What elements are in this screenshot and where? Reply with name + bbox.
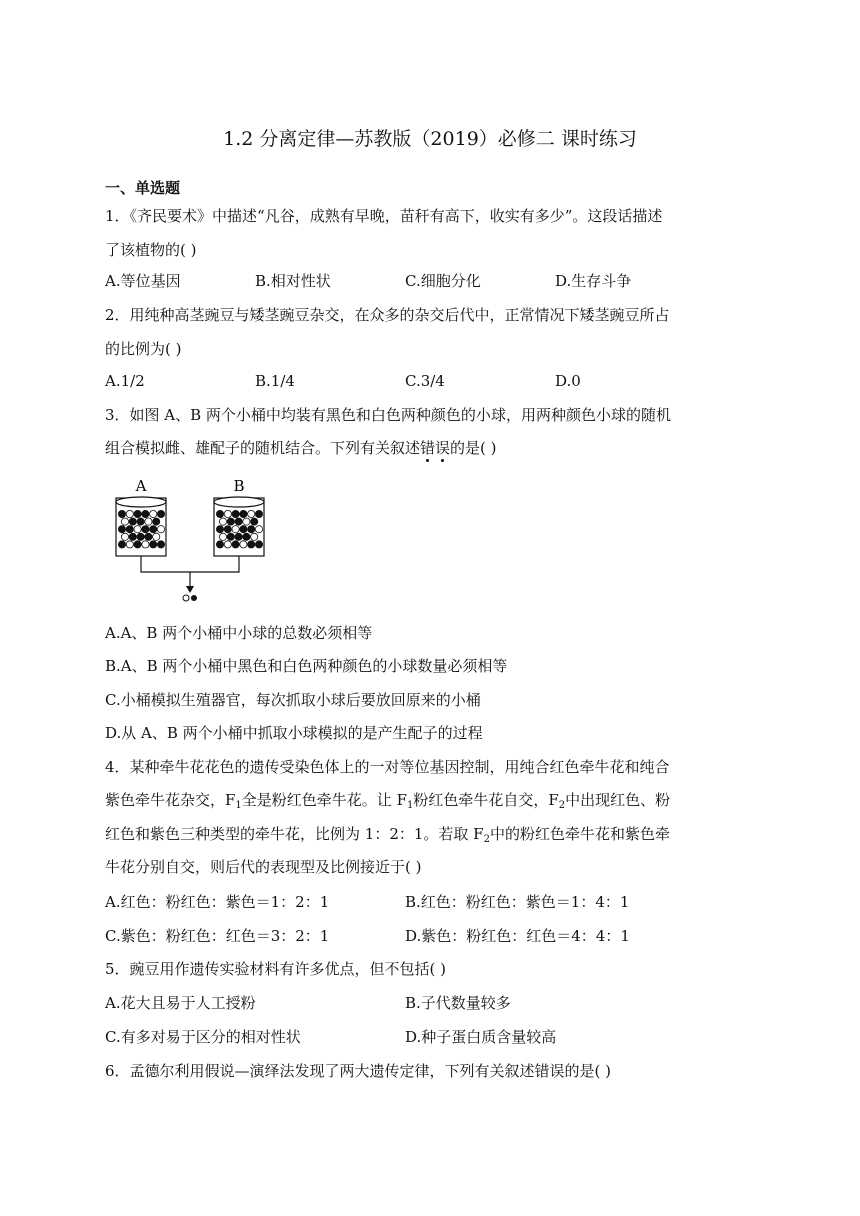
white-ball-icon (126, 541, 133, 548)
black-ball-icon (235, 533, 242, 540)
subscript: 2 (558, 800, 566, 811)
black-ball-icon (137, 533, 144, 540)
q1-option-b: B.相对性状 (255, 272, 331, 290)
black-ball-icon (255, 541, 262, 548)
q2-option-d: D.0 (555, 372, 581, 390)
white-ball-icon (251, 533, 258, 540)
question-3-text-cont (105, 438, 497, 458)
q4-option-c: C.紫色：粉红色：红色＝3：2：1 (105, 927, 330, 945)
black-ball-icon (248, 541, 255, 548)
q3-text-part: 组合模拟雌、雄配子的随机结合。下列有关叙述 (105, 439, 421, 457)
section-heading: 一、单选题 (105, 179, 181, 197)
black-ball-icon (216, 526, 223, 533)
white-ball-icon (153, 533, 160, 540)
q3-text-part: 的是( ) (450, 439, 497, 457)
black-ball-icon (240, 526, 247, 533)
white-ball-icon (219, 533, 226, 540)
q1-option-c: C.细胞分化 (405, 272, 481, 290)
q4-text-part: 粉红色牵牛花自交，F (413, 791, 559, 809)
question-4-text: 4．某种牵牛花花色的遗传受染色体上的一对等位基因控制，用纯合红色牵牛花和纯合 (105, 758, 670, 776)
q5-option-d: D.种子蛋白质含量较高 (405, 1028, 557, 1046)
q4-text-part: 红色和紫色三种类型的牵牛花，比例为 1：2：1。若取 F (105, 825, 484, 843)
black-ball-icon (224, 526, 231, 533)
bucket-figure (108, 474, 278, 606)
white-ball-icon (243, 518, 250, 525)
white-ball-icon (145, 518, 152, 525)
black-ball-icon (232, 510, 239, 517)
white-ball-icon (121, 533, 128, 540)
bucket-a-label: A (135, 477, 147, 495)
q5-option-c: C.有多对易于区分的相对性状 (105, 1028, 301, 1046)
q5-option-b: B.子代数量较多 (405, 994, 511, 1012)
white-ball-icon (126, 510, 133, 517)
bucket-b (214, 497, 264, 556)
page-title: 1.2 分离定律—苏教版（2019）必修二 课时练习 (223, 128, 637, 150)
black-ball-icon (134, 510, 141, 517)
question-3-text: 3．如图 A、B 两个小桶中均装有黑色和白色两种颜色的小球，用两种颜色小球的随机 (105, 406, 671, 424)
arrow-down-icon (186, 586, 194, 593)
white-ball-icon (240, 541, 247, 548)
white-ball-icon (224, 510, 231, 517)
white-ball-icon (232, 526, 239, 533)
white-ball-icon (183, 595, 189, 601)
black-ball-icon (129, 518, 136, 525)
black-ball-icon (129, 533, 136, 540)
q1-option-d: D.生存斗争 (555, 272, 632, 290)
white-ball-icon (157, 526, 164, 533)
black-ball-icon (243, 533, 250, 540)
black-ball-icon (145, 533, 152, 540)
q4-option-b: B.红色：粉红色：紫色＝1：4：1 (405, 893, 630, 911)
emphasis-char: 误 (435, 439, 451, 457)
question-1-text: 1．《齐民要术》中描述“凡谷，成熟有早晚，苗秆有高下，收实有多少”。这段话描述 (105, 207, 663, 225)
white-ball-icon (219, 518, 226, 525)
q3-option-b: B.A、B 两个小桶中黑色和白色两种颜色的小球数量必须相等 (105, 657, 508, 675)
black-ball-icon (153, 518, 160, 525)
black-ball-icon (255, 510, 262, 517)
bucket-a (116, 497, 166, 556)
black-ball-icon (150, 541, 157, 548)
connector-line (141, 556, 239, 572)
q4-option-a: A.红色：粉红色：紫色＝1：2：1 (105, 893, 330, 911)
question-1-text-cont: 了该植物的( ) (105, 241, 197, 259)
black-ball-icon (191, 595, 197, 601)
black-ball-icon (216, 541, 223, 548)
black-ball-icon (227, 533, 234, 540)
q2-option-b: B.1/4 (255, 372, 295, 390)
subscript: 1 (235, 800, 242, 811)
black-ball-icon (142, 510, 149, 517)
subscript: 1 (406, 800, 414, 811)
subscript: 2 (483, 834, 490, 845)
white-ball-icon (150, 510, 157, 517)
question-4-text-cont (105, 790, 670, 810)
q2-option-a: A.1/2 (105, 372, 145, 390)
q4-text-part: 中出现红色、粉 (565, 791, 671, 809)
black-ball-icon (157, 510, 164, 517)
black-ball-icon (118, 526, 125, 533)
black-ball-icon (235, 518, 242, 525)
q3-option-a: A.A、B 两个小桶中小球的总数必须相等 (105, 624, 373, 642)
black-ball-icon (232, 541, 239, 548)
emphasis-char: 错 (420, 439, 436, 457)
white-ball-icon (134, 526, 141, 533)
white-ball-icon (248, 510, 255, 517)
white-ball-icon (142, 541, 149, 548)
black-ball-icon (150, 526, 157, 533)
question-2-text: 2．用纯种高茎豌豆与矮茎豌豆杂交，在众多的杂交后代中，正常情况下矮茎豌豆所占 (105, 306, 670, 324)
black-ball-icon (216, 510, 223, 517)
question-5-text: 5．豌豆用作遗传实验材料有许多优点，但不包括( ) (105, 960, 447, 978)
black-ball-icon (142, 526, 149, 533)
black-ball-icon (157, 541, 164, 548)
question-4-text-cont3: 牛花分别自交，则后代的表现型及比例接近于( ) (105, 858, 422, 876)
white-ball-icon (255, 526, 262, 533)
black-ball-icon (248, 526, 255, 533)
q4-text-part: 全是粉红色牵牛花。让 F (241, 791, 407, 809)
q5-option-a: A.花大且易于人工授粉 (105, 994, 256, 1012)
question-2-text-cont: 的比例为( ) (105, 340, 182, 358)
black-ball-icon (240, 510, 247, 517)
question-4-text-cont2 (105, 824, 670, 844)
black-ball-icon (118, 541, 125, 548)
q2-option-c: C.3/4 (405, 372, 445, 390)
q1-option-a: A.等位基因 (105, 272, 181, 290)
q4-text-part: 紫色牵牛花杂交，F (105, 791, 236, 809)
black-ball-icon (137, 518, 144, 525)
q3-option-c: C.小桶模拟生殖器官，每次抓取小球后要放回原来的小桶 (105, 691, 481, 709)
white-ball-icon (224, 541, 231, 548)
black-ball-icon (251, 518, 258, 525)
q4-option-d: D.紫色：粉红色：红色＝4：4：1 (405, 927, 630, 945)
q4-text-part: 中的粉红色牵牛花和紫色牵 (489, 825, 670, 843)
question-6-text: 6．孟德尔利用假说—演绎法发现了两大遗传定律，下列有关叙述错误的是( ) (105, 1062, 612, 1080)
black-ball-icon (118, 510, 125, 517)
black-ball-icon (126, 526, 133, 533)
bucket-b-label: B (233, 477, 245, 495)
q3-option-d: D.从 A、B 两个小桶中抓取小球模拟的是产生配子的过程 (105, 724, 483, 742)
black-ball-icon (227, 518, 234, 525)
white-ball-icon (121, 518, 128, 525)
black-ball-icon (134, 541, 141, 548)
